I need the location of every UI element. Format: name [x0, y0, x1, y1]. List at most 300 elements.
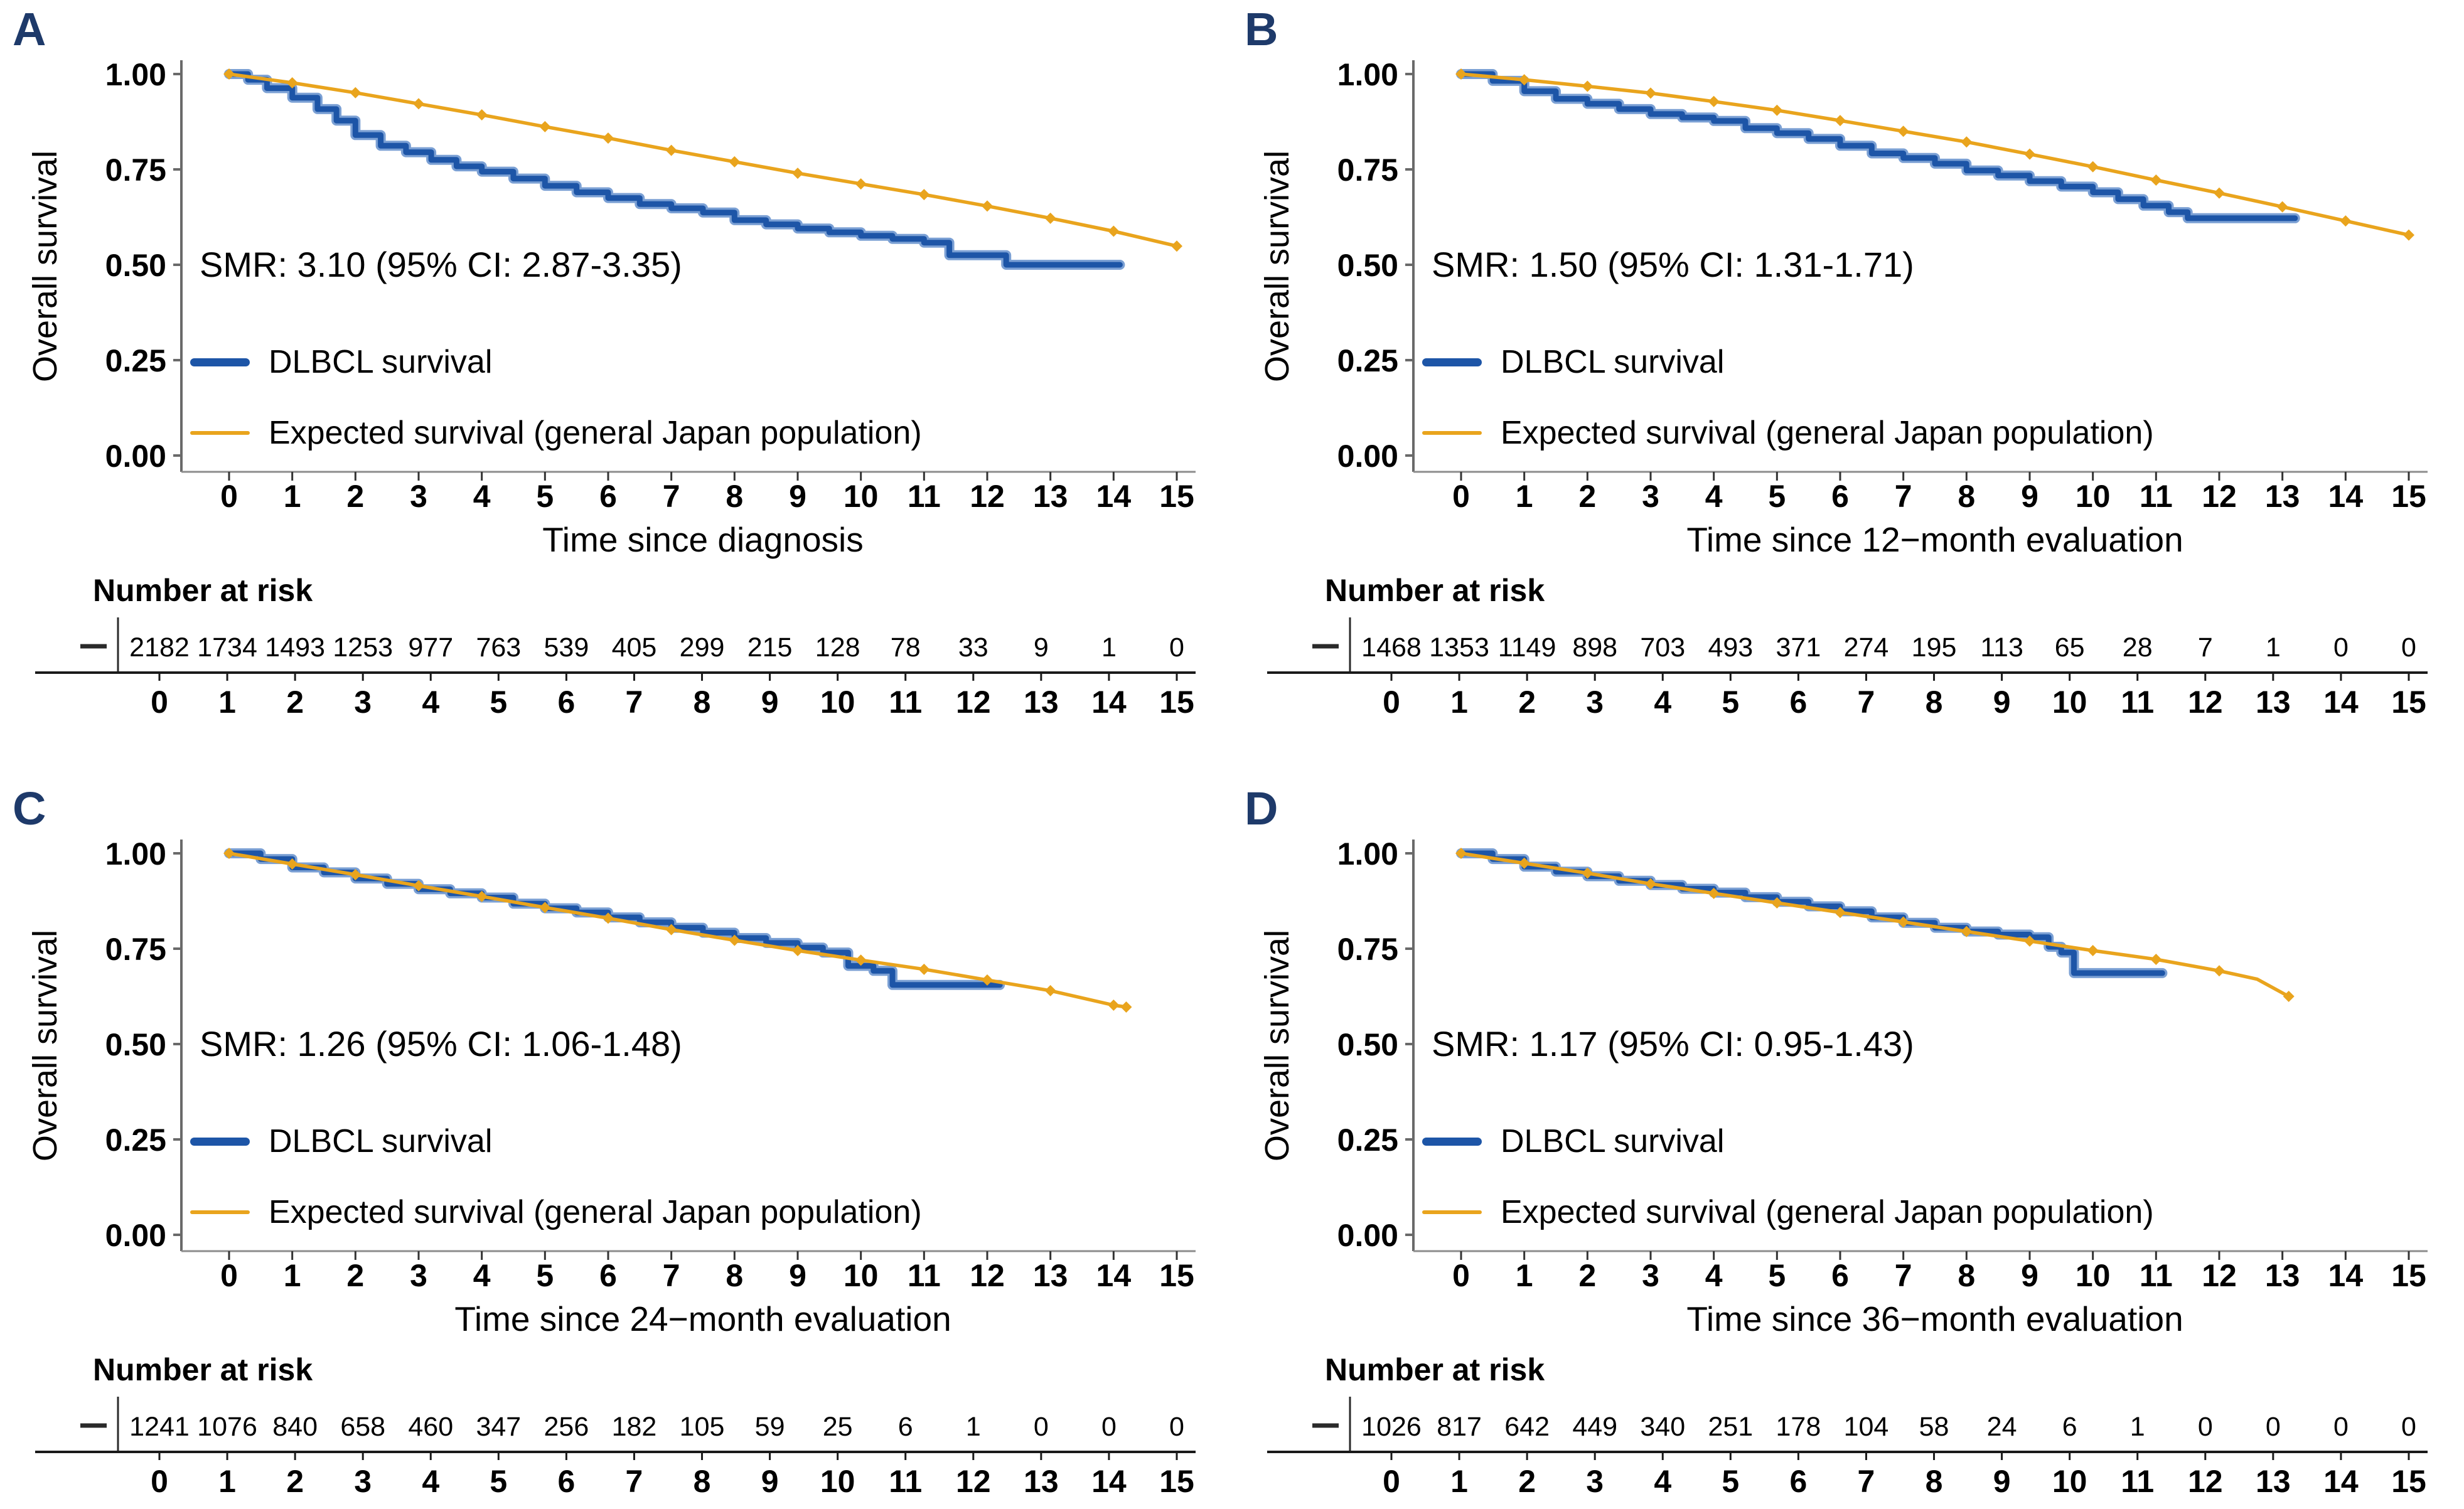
y-tick-label: 0.50: [105, 1027, 166, 1062]
expected-marker: [603, 132, 614, 144]
y-tick-label: 0.75: [1337, 152, 1398, 188]
risk-tick-label: 4: [1654, 1464, 1672, 1499]
risk-count: 0: [2197, 1412, 2213, 1442]
expected-marker: [2087, 945, 2099, 956]
x-tick-label: 10: [843, 1258, 879, 1293]
smr-annotation: SMR: 1.17 (95% CI: 0.95-1.43): [1432, 1024, 1914, 1064]
y-axis-title: Overall survival: [26, 150, 64, 382]
expected-marker: [2403, 230, 2414, 241]
risk-tick-label: 7: [625, 1464, 643, 1499]
x-tick-label: 14: [2328, 1258, 2364, 1293]
panel-d-letter: D: [1245, 782, 1278, 834]
x-tick-label: 9: [2021, 1258, 2038, 1293]
expected-marker: [2087, 161, 2099, 173]
number-at-risk-header: Number at risk: [93, 1352, 313, 1387]
x-tick-label: 3: [410, 479, 427, 514]
number-at-risk-header: Number at risk: [1325, 573, 1545, 608]
risk-tick-label: 9: [1993, 685, 2011, 720]
y-tick-label: 1.00: [105, 57, 166, 92]
risk-tick-label: 7: [1857, 685, 1875, 720]
risk-tick-label: 4: [422, 1464, 440, 1499]
panel-b-letter: B: [1245, 3, 1278, 55]
legend-label-expected: Expected survival (general Japan population): [1501, 1194, 2154, 1230]
x-tick-label: 2: [346, 1258, 365, 1293]
risk-tick-label: 7: [1857, 1464, 1875, 1499]
x-tick-label: 7: [662, 1258, 680, 1293]
x-tick-label: 6: [599, 479, 617, 514]
risk-count: 658: [340, 1412, 386, 1442]
x-tick-label: 15: [2391, 479, 2426, 514]
risk-tick-label: 14: [2323, 1464, 2359, 1499]
x-tick-label: 13: [1032, 479, 1068, 514]
risk-tick-label: 15: [1159, 685, 1194, 720]
legend-item-dlbcl: [1422, 1122, 1724, 1161]
x-tick-label: 11: [2139, 479, 2173, 514]
x-tick-label: 13: [2264, 479, 2300, 514]
survival-chart-c: [0, 779, 1232, 1509]
y-axis-title: Overall survival: [1258, 929, 1296, 1161]
expected-marker: [1108, 225, 1119, 237]
expected-marker: [2150, 954, 2161, 965]
x-tick-label: 7: [662, 479, 680, 514]
expected-marker: [666, 145, 677, 156]
legend-item-expected: [190, 1193, 922, 1232]
expected-marker: [2277, 201, 2288, 213]
risk-count: 539: [544, 632, 589, 663]
risk-tick-label: 11: [2121, 685, 2155, 720]
legend-label-expected: Expected survival (general Japan population): [1501, 415, 2154, 451]
x-tick-label: 14: [1096, 1258, 1132, 1293]
expected-marker: [792, 168, 803, 179]
risk-tick-label: 4: [1654, 685, 1672, 720]
y-tick-label: 0.75: [1337, 932, 1398, 967]
expected-marker: [350, 87, 361, 99]
risk-count: 105: [679, 1412, 725, 1442]
smr-annotation: SMR: 1.50 (95% CI: 1.31-1.71): [1432, 245, 1914, 284]
risk-count: 6: [897, 1412, 913, 1442]
risk-count: 1076: [197, 1412, 257, 1442]
dlbcl-line-swatch: [1422, 1138, 1482, 1146]
risk-count: 78: [890, 632, 921, 663]
dlbcl-line-swatch: [190, 1138, 250, 1146]
risk-count: 0: [1033, 1412, 1049, 1442]
risk-tick-label: 3: [1586, 685, 1604, 720]
x-tick-label: 10: [2075, 1258, 2111, 1293]
risk-count: 1: [2265, 632, 2281, 663]
x-tick-label: 6: [1831, 479, 1849, 514]
dlbcl-curve-halo: [229, 74, 1120, 265]
risk-count: 59: [754, 1412, 785, 1442]
x-tick-label: 5: [1768, 479, 1786, 514]
risk-tick-label: 5: [1722, 685, 1740, 720]
x-tick-label: 1: [283, 1258, 301, 1293]
risk-tick-label: 10: [820, 1464, 855, 1499]
risk-count: 24: [1986, 1412, 2017, 1442]
legend-label-dlbcl: DLBCL survival: [269, 1123, 493, 1160]
risk-count: 493: [1708, 632, 1754, 663]
x-tick-label: 11: [907, 479, 941, 514]
x-tick-label: 1: [283, 479, 301, 514]
risk-tick-label: 9: [1993, 1464, 2011, 1499]
risk-count: 371: [1776, 632, 1821, 663]
risk-count: 65: [2054, 632, 2085, 663]
risk-tick-label: 13: [1024, 1464, 1059, 1499]
x-tick-label: 1: [1515, 479, 1533, 514]
expected-marker: [539, 121, 550, 132]
legend-item-dlbcl: [190, 1122, 492, 1161]
number-at-risk-header: Number at risk: [93, 573, 313, 608]
risk-tick-label: 13: [1024, 685, 1059, 720]
panel-c: [0, 779, 1232, 1509]
risk-tick-label: 12: [2187, 1464, 2223, 1499]
x-tick-label: 7: [1894, 1258, 1912, 1293]
risk-tick-label: 1: [1450, 1464, 1468, 1499]
risk-tick-label: 1: [218, 685, 236, 720]
x-tick-label: 15: [2391, 1258, 2426, 1293]
risk-tick-label: 6: [1789, 1464, 1808, 1499]
x-tick-label: 14: [2328, 479, 2364, 514]
risk-tick-label: 2: [286, 685, 304, 720]
x-tick-label: 5: [536, 479, 554, 514]
legend-label-dlbcl: DLBCL survival: [269, 344, 493, 380]
risk-count: 104: [1843, 1412, 1889, 1442]
risk-tick-label: 15: [1159, 1464, 1194, 1499]
risk-count: 28: [2122, 632, 2153, 663]
y-tick-label: 0.50: [1337, 248, 1398, 283]
risk-tick-label: 10: [820, 685, 855, 720]
risk-count: 0: [2333, 632, 2349, 663]
risk-count: 347: [476, 1412, 522, 1442]
expected-marker: [918, 189, 929, 200]
risk-tick-label: 14: [2323, 685, 2359, 720]
risk-tick-label: 14: [1091, 685, 1127, 720]
risk-tick-label: 8: [693, 685, 711, 720]
expected-marker: [1645, 87, 1656, 99]
legend-item-expected: [190, 413, 922, 452]
risk-tick-label: 5: [490, 685, 508, 720]
risk-tick-label: 8: [693, 1464, 711, 1499]
y-tick-label: 0.00: [105, 1218, 166, 1253]
risk-count: 0: [2265, 1412, 2281, 1442]
risk-count: 763: [476, 632, 522, 663]
legend-label-expected: Expected survival (general Japan population): [269, 415, 922, 451]
risk-count: 1253: [333, 632, 394, 663]
x-tick-label: 9: [2021, 479, 2038, 514]
panel-d: [1232, 779, 2464, 1509]
x-tick-label: 0: [1452, 479, 1470, 514]
panel-c-letter: C: [13, 782, 46, 834]
risk-count: 113: [1980, 632, 2023, 663]
x-tick-label: 4: [1705, 1258, 1723, 1293]
legend-item-dlbcl: [1422, 343, 1724, 381]
risk-count: 840: [272, 1412, 318, 1442]
risk-count: 182: [611, 1412, 657, 1442]
risk-count: 1: [965, 1412, 981, 1442]
survival-chart-d: [1232, 779, 2464, 1509]
risk-count: 58: [1919, 1412, 1949, 1442]
x-tick-label: 11: [907, 1258, 941, 1293]
panel-b: [1232, 0, 2464, 730]
risk-count: 7: [2197, 632, 2213, 663]
risk-tick-label: 13: [2256, 685, 2291, 720]
risk-count: 195: [1911, 632, 1957, 663]
risk-tick-label: 3: [354, 1464, 372, 1499]
expected-marker: [1961, 136, 1972, 147]
risk-count: 1: [1101, 632, 1117, 663]
dlbcl-curve-halo: [1461, 74, 2295, 218]
expected-marker: [2214, 188, 2225, 199]
x-axis-title: Time since 36−month evaluation: [1686, 1299, 2183, 1338]
y-axis-title: Overall survival: [1258, 150, 1296, 382]
y-tick-label: 0.00: [1337, 1218, 1398, 1253]
x-tick-label: 3: [1642, 1258, 1659, 1293]
risk-count: 1026: [1361, 1412, 1422, 1442]
x-tick-label: 8: [726, 479, 744, 514]
x-tick-label: 4: [473, 1258, 491, 1293]
risk-tick-label: 11: [889, 685, 923, 720]
risk-count: 1734: [197, 632, 257, 663]
risk-count: 977: [408, 632, 454, 663]
expected-marker: [2214, 965, 2225, 976]
expected-marker: [1045, 985, 1056, 996]
x-tick-label: 6: [599, 1258, 617, 1293]
x-tick-label: 3: [1642, 479, 1659, 514]
x-tick-label: 13: [2264, 1258, 2300, 1293]
risk-tick-label: 12: [955, 685, 991, 720]
x-tick-label: 12: [2202, 479, 2237, 514]
risk-tick-label: 11: [889, 1464, 923, 1499]
risk-tick-label: 3: [1586, 1464, 1604, 1499]
risk-tick-label: 3: [354, 685, 372, 720]
panel-a: [0, 0, 1232, 730]
risk-count: 1: [2129, 1412, 2145, 1442]
legend-item-expected: [1422, 413, 2154, 452]
legend-label-dlbcl: DLBCL survival: [1501, 1123, 1725, 1160]
risk-tick-label: 5: [490, 1464, 508, 1499]
x-axis-title: Time since 24−month evaluation: [454, 1299, 951, 1338]
x-tick-label: 4: [473, 479, 491, 514]
dlbcl-line-swatch: [190, 358, 250, 366]
smr-annotation: SMR: 3.10 (95% CI: 2.87-3.35): [200, 245, 682, 284]
risk-count: 215: [747, 632, 793, 663]
expected-marker: [2024, 149, 2035, 160]
risk-count: 0: [1169, 1412, 1184, 1442]
risk-count: 274: [1843, 632, 1889, 663]
expected-line-swatch: [190, 431, 250, 435]
risk-tick-label: 0: [1383, 685, 1400, 720]
x-tick-label: 2: [346, 479, 365, 514]
risk-tick-label: 2: [1518, 1464, 1536, 1499]
x-tick-label: 10: [2075, 479, 2111, 514]
expected-marker: [1120, 1001, 1132, 1013]
risk-tick-label: 11: [2121, 1464, 2155, 1499]
survival-chart-b: [1232, 0, 2464, 730]
risk-count: 0: [1101, 1412, 1117, 1442]
dlbcl-curve: [229, 74, 1120, 265]
risk-count: 128: [815, 632, 860, 663]
risk-count: 340: [1640, 1412, 1686, 1442]
y-tick-label: 0.75: [105, 152, 166, 188]
expected-marker: [1171, 240, 1182, 252]
x-tick-label: 6: [1831, 1258, 1849, 1293]
number-at-risk-header: Number at risk: [1325, 1352, 1545, 1387]
expected-marker: [2150, 174, 2161, 186]
expected-line-swatch: [1422, 1210, 1482, 1214]
x-tick-label: 0: [220, 1258, 238, 1293]
legend-label-expected: Expected survival (general Japan population): [269, 1194, 922, 1230]
risk-tick-label: 7: [625, 685, 643, 720]
x-tick-label: 10: [843, 479, 879, 514]
risk-tick-label: 15: [2391, 685, 2426, 720]
expected-marker: [1898, 125, 1909, 137]
risk-tick-label: 4: [422, 685, 440, 720]
expected-marker: [1582, 80, 1593, 92]
y-tick-label: 0.75: [105, 932, 166, 967]
expected-marker: [982, 200, 993, 211]
risk-count: 25: [822, 1412, 853, 1442]
x-tick-label: 12: [970, 1258, 1005, 1293]
risk-tick-label: 10: [2052, 685, 2087, 720]
expected-marker: [855, 178, 867, 189]
y-tick-label: 1.00: [105, 836, 166, 872]
risk-count: 642: [1504, 1412, 1550, 1442]
legend-label-dlbcl: DLBCL survival: [1501, 344, 1725, 380]
risk-count: 0: [1169, 632, 1184, 663]
risk-count: 0: [2401, 632, 2416, 663]
risk-count: 0: [2401, 1412, 2416, 1442]
expected-marker: [476, 109, 488, 120]
expected-line-swatch: [1422, 431, 1482, 435]
risk-tick-label: 14: [1091, 1464, 1127, 1499]
expected-marker: [1045, 213, 1056, 224]
expected-marker: [918, 964, 929, 975]
risk-tick-label: 2: [1518, 685, 1536, 720]
risk-tick-label: 10: [2052, 1464, 2087, 1499]
risk-tick-label: 8: [1925, 1464, 1943, 1499]
risk-tick-label: 15: [2391, 1464, 2426, 1499]
y-tick-label: 1.00: [1337, 836, 1398, 872]
x-tick-label: 0: [220, 479, 238, 514]
y-tick-label: 0.50: [105, 248, 166, 283]
risk-count: 1493: [265, 632, 325, 663]
risk-tick-label: 9: [761, 685, 779, 720]
x-tick-label: 2: [1578, 479, 1597, 514]
y-tick-label: 0.25: [1337, 343, 1398, 378]
expected-marker: [1771, 105, 1782, 116]
x-axis-title: Time since 12−month evaluation: [1686, 520, 2183, 559]
risk-count: 256: [544, 1412, 589, 1442]
y-tick-label: 0.50: [1337, 1027, 1398, 1062]
x-tick-label: 13: [1032, 1258, 1068, 1293]
risk-count: 1353: [1429, 632, 1489, 663]
risk-count: 299: [679, 632, 725, 663]
x-tick-label: 14: [1096, 479, 1132, 514]
risk-count: 1241: [129, 1412, 190, 1442]
risk-tick-label: 0: [151, 685, 168, 720]
y-tick-label: 0.25: [105, 343, 166, 378]
expected-curve: [229, 74, 1177, 246]
x-tick-label: 5: [536, 1258, 554, 1293]
risk-tick-label: 9: [761, 1464, 779, 1499]
risk-count: 1468: [1361, 632, 1422, 663]
risk-tick-label: 12: [2187, 685, 2223, 720]
expected-marker: [1708, 96, 1720, 107]
risk-count: 703: [1640, 632, 1686, 663]
y-tick-label: 0.25: [105, 1122, 166, 1158]
risk-tick-label: 12: [955, 1464, 991, 1499]
x-tick-label: 1: [1515, 1258, 1533, 1293]
risk-count: 460: [408, 1412, 454, 1442]
risk-tick-label: 5: [1722, 1464, 1740, 1499]
x-tick-label: 8: [726, 1258, 744, 1293]
expected-line-swatch: [190, 1210, 250, 1214]
risk-count: 898: [1572, 632, 1618, 663]
dlbcl-line-swatch: [1422, 358, 1482, 366]
y-tick-label: 0.00: [1337, 439, 1398, 474]
x-tick-label: 15: [1159, 479, 1194, 514]
risk-count: 1149: [1497, 632, 1556, 663]
y-tick-label: 0.25: [1337, 1122, 1398, 1158]
panel-a-letter: A: [13, 3, 46, 55]
y-tick-label: 0.00: [105, 439, 166, 474]
risk-tick-label: 1: [218, 1464, 236, 1499]
risk-count: 9: [1033, 632, 1049, 663]
x-tick-label: 2: [1578, 1258, 1597, 1293]
expected-marker: [1835, 115, 1846, 126]
risk-tick-label: 13: [2256, 1464, 2291, 1499]
risk-count: 2182: [129, 632, 190, 663]
legend-item-expected: [1422, 1193, 2154, 1232]
x-tick-label: 8: [1958, 1258, 1976, 1293]
x-tick-label: 5: [1768, 1258, 1786, 1293]
legend-item-dlbcl: [190, 343, 492, 381]
x-tick-label: 7: [1894, 479, 1912, 514]
x-tick-label: 12: [2202, 1258, 2237, 1293]
risk-tick-label: 8: [1925, 685, 1943, 720]
x-tick-label: 8: [1958, 479, 1976, 514]
x-tick-label: 12: [970, 479, 1005, 514]
x-tick-label: 9: [789, 479, 806, 514]
x-tick-label: 3: [410, 1258, 427, 1293]
risk-count: 251: [1708, 1412, 1754, 1442]
x-tick-label: 15: [1159, 1258, 1194, 1293]
risk-tick-label: 1: [1450, 685, 1468, 720]
x-tick-label: 11: [2139, 1258, 2173, 1293]
risk-count: 449: [1572, 1412, 1618, 1442]
risk-count: 817: [1437, 1412, 1482, 1442]
risk-tick-label: 0: [1383, 1464, 1400, 1499]
risk-tick-label: 2: [286, 1464, 304, 1499]
risk-tick-label: 6: [1789, 685, 1808, 720]
y-axis-title: Overall survival: [26, 929, 64, 1161]
expected-marker: [729, 156, 740, 168]
risk-count: 6: [2062, 1412, 2077, 1442]
x-axis-title: Time since diagnosis: [542, 520, 864, 559]
risk-count: 178: [1776, 1412, 1821, 1442]
risk-count: 0: [2333, 1412, 2349, 1442]
risk-tick-label: 0: [151, 1464, 168, 1499]
smr-annotation: SMR: 1.26 (95% CI: 1.06-1.48): [200, 1024, 682, 1064]
expected-marker: [1108, 1000, 1119, 1011]
x-tick-label: 0: [1452, 1258, 1470, 1293]
risk-tick-label: 6: [557, 1464, 576, 1499]
x-tick-label: 9: [789, 1258, 806, 1293]
expected-marker: [413, 98, 424, 109]
risk-count: 33: [958, 632, 988, 663]
risk-count: 405: [611, 632, 657, 663]
y-tick-label: 1.00: [1337, 57, 1398, 92]
risk-tick-label: 6: [557, 685, 576, 720]
